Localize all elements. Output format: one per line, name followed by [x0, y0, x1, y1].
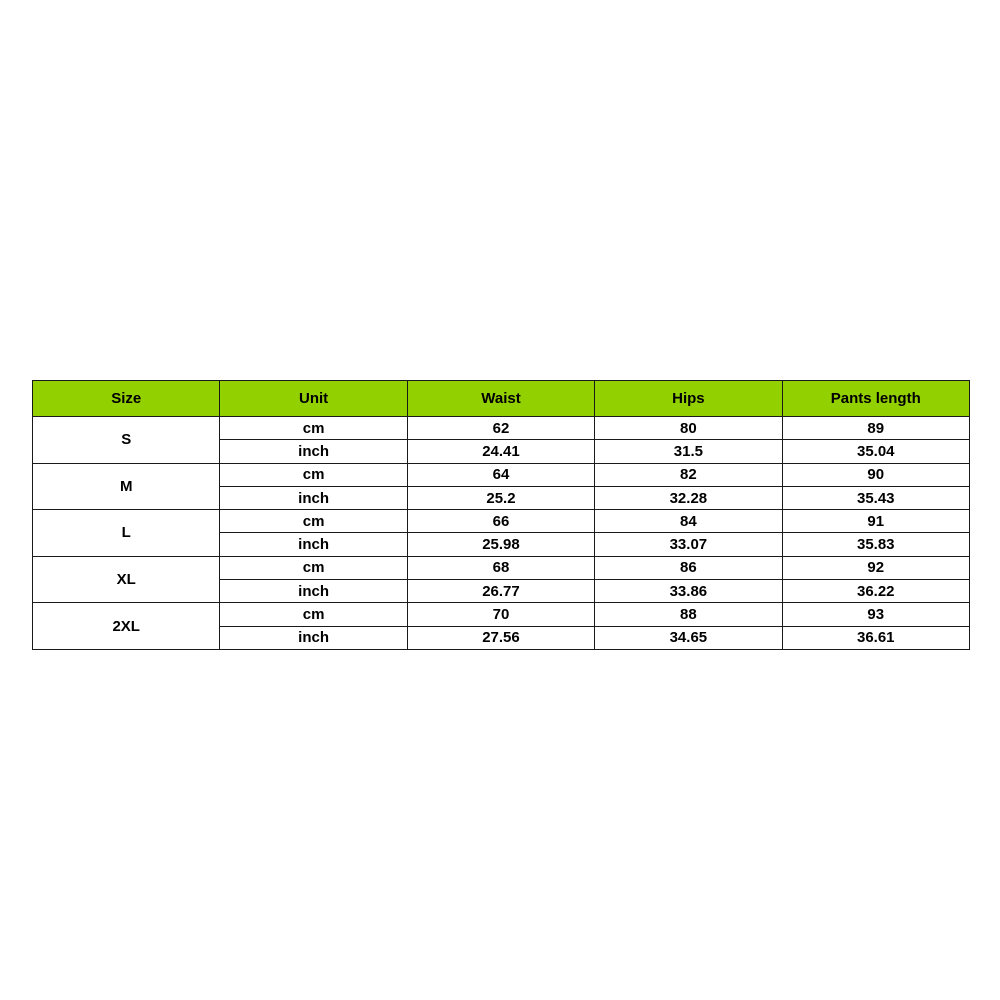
unit-cell: inch — [220, 533, 407, 556]
unit-cell: cm — [220, 556, 407, 579]
waist-cell: 64 — [407, 463, 594, 486]
pants-length-cell: 90 — [782, 463, 969, 486]
table-row — [33, 556, 970, 579]
hips-cell: 31.5 — [595, 440, 782, 463]
size-label: XL — [33, 556, 220, 603]
unit-cell: inch — [220, 626, 407, 649]
pants-length-cell: 89 — [782, 417, 969, 440]
header-unit: Unit — [220, 381, 407, 417]
table-row — [33, 603, 970, 626]
unit-cell: cm — [220, 463, 407, 486]
header-hips: Hips — [595, 381, 782, 417]
waist-cell: 25.2 — [407, 486, 594, 509]
header-row — [33, 381, 970, 417]
unit-cell: inch — [220, 486, 407, 509]
unit-cell: cm — [220, 510, 407, 533]
size-label: S — [33, 417, 220, 464]
hips-cell: 80 — [595, 417, 782, 440]
unit-cell: cm — [220, 417, 407, 440]
hips-cell: 86 — [595, 556, 782, 579]
waist-cell: 66 — [407, 510, 594, 533]
waist-cell: 25.98 — [407, 533, 594, 556]
size-label: M — [33, 463, 220, 510]
size-chart-table — [32, 380, 970, 650]
table-body — [33, 417, 970, 650]
waist-cell: 70 — [407, 603, 594, 626]
hips-cell: 33.07 — [595, 533, 782, 556]
waist-cell: 24.41 — [407, 440, 594, 463]
header-size: Size — [33, 381, 220, 417]
hips-cell: 88 — [595, 603, 782, 626]
unit-cell: cm — [220, 603, 407, 626]
table-header — [33, 381, 970, 417]
hips-cell: 34.65 — [595, 626, 782, 649]
pants-length-cell: 36.22 — [782, 580, 969, 603]
pants-length-cell: 35.43 — [782, 486, 969, 509]
pants-length-cell: 91 — [782, 510, 969, 533]
unit-cell: inch — [220, 580, 407, 603]
size-label: L — [33, 510, 220, 557]
table-row — [33, 417, 970, 440]
table-row — [33, 510, 970, 533]
hips-cell: 82 — [595, 463, 782, 486]
pants-length-cell: 92 — [782, 556, 969, 579]
unit-cell: inch — [220, 440, 407, 463]
pants-length-cell: 93 — [782, 603, 969, 626]
header-pants-length: Pants length — [782, 381, 969, 417]
hips-cell: 84 — [595, 510, 782, 533]
pants-length-cell: 36.61 — [782, 626, 969, 649]
waist-cell: 26.77 — [407, 580, 594, 603]
hips-cell: 32.28 — [595, 486, 782, 509]
waist-cell: 62 — [407, 417, 594, 440]
pants-length-cell: 35.83 — [782, 533, 969, 556]
waist-cell: 68 — [407, 556, 594, 579]
hips-cell: 33.86 — [595, 580, 782, 603]
table-row — [33, 463, 970, 486]
pants-length-cell: 35.04 — [782, 440, 969, 463]
size-label: 2XL — [33, 603, 220, 650]
header-waist: Waist — [407, 381, 594, 417]
waist-cell: 27.56 — [407, 626, 594, 649]
